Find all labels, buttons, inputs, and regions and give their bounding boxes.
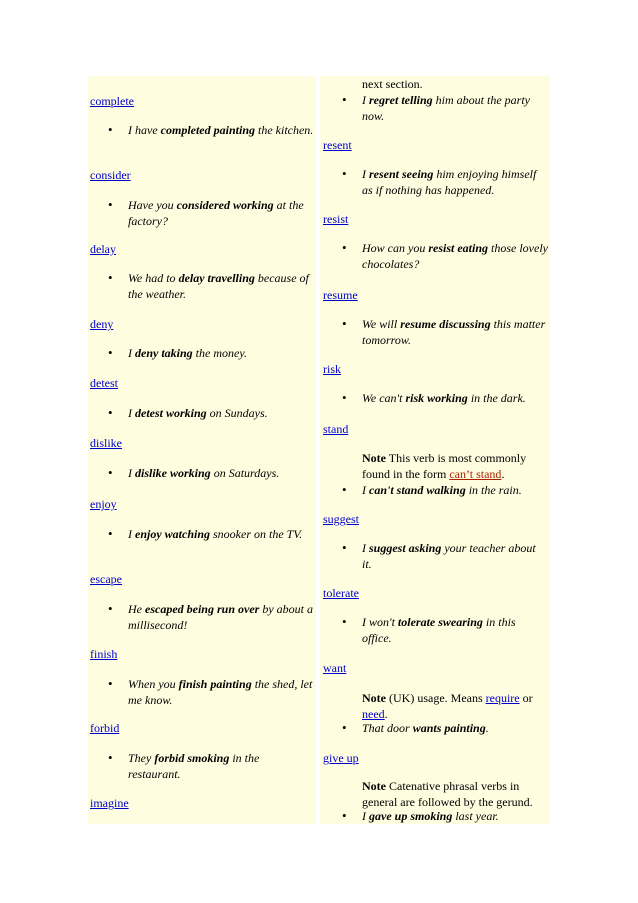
example-verb: suggest asking <box>369 541 442 555</box>
example-item <box>342 482 548 498</box>
bullet-icon: • <box>108 122 113 137</box>
example-text: by about a millisecond! <box>128 602 313 632</box>
bullet-icon: • <box>108 526 113 541</box>
example-text: in the dark. <box>467 391 526 405</box>
example-verb: wants painting <box>412 721 486 735</box>
example-text: I <box>128 346 135 360</box>
example-verb: risk working <box>405 391 468 405</box>
term-link[interactable]: imagine <box>90 796 129 810</box>
left-column <box>88 76 316 824</box>
require-link[interactable]: require <box>485 691 520 705</box>
example-item <box>108 345 314 361</box>
example-text: in this office. <box>362 615 516 645</box>
example-text: your teacher about it. <box>362 541 536 571</box>
example-item <box>342 240 548 272</box>
cant-stand-link[interactable]: can’t stand <box>449 467 502 481</box>
example-item <box>342 390 548 406</box>
example-item <box>342 92 548 124</box>
bullet-icon: • <box>342 808 347 823</box>
example-verb: can't stand walking <box>369 483 466 497</box>
example-text: I <box>362 167 369 181</box>
note-label: Note <box>362 451 386 465</box>
term-link[interactable]: dislike <box>90 436 122 450</box>
term-link[interactable]: delay <box>90 242 116 256</box>
example-verb: deny taking <box>135 346 193 360</box>
example-text: the money. <box>192 346 247 360</box>
bullet-icon: • <box>108 465 113 480</box>
example-text: this matter tomorrow. <box>362 317 546 347</box>
example-text: I <box>128 466 135 480</box>
example-item <box>342 720 548 736</box>
term-link[interactable]: complete <box>90 94 134 108</box>
example-verb: resist eating <box>428 241 488 255</box>
example-text: That door <box>362 721 413 735</box>
example-text: I <box>362 483 369 497</box>
example-text: . <box>485 721 489 735</box>
example-item <box>342 166 548 198</box>
example-text: him about the party now. <box>362 93 530 123</box>
term-link[interactable]: stand <box>323 422 349 436</box>
bullet-icon: • <box>108 750 113 765</box>
example-verb: detest working <box>135 406 207 420</box>
example-item <box>342 316 548 348</box>
example-item <box>108 676 314 708</box>
term-link[interactable]: finish <box>90 647 118 661</box>
example-text: I <box>362 541 369 555</box>
example-item <box>108 270 314 302</box>
term-link[interactable]: detest <box>90 376 118 390</box>
example-text: He <box>128 602 145 616</box>
bullet-icon: • <box>108 405 113 420</box>
example-text: on Saturdays. <box>210 466 280 480</box>
term-link[interactable]: consider <box>90 168 131 182</box>
example-item <box>108 122 314 138</box>
continuation-text <box>362 76 548 92</box>
bullet-icon: • <box>342 614 347 629</box>
note-text: . <box>501 467 505 481</box>
term-link[interactable]: deny <box>90 317 114 331</box>
example-text: because of the weather. <box>128 271 309 301</box>
term-link[interactable]: suggest <box>323 512 359 526</box>
note-text: . <box>384 707 388 721</box>
term-link[interactable]: forbid <box>90 721 120 735</box>
example-text: him enjoying himself as if nothing has happened. <box>362 167 537 197</box>
example-verb: completed painting <box>160 123 255 137</box>
example-text: in the restaurant. <box>128 751 260 781</box>
term-link[interactable]: tolerate <box>323 586 359 600</box>
example-text: They <box>128 751 155 765</box>
bullet-icon: • <box>342 482 347 497</box>
example-verb: delay travelling <box>178 271 255 285</box>
need-link[interactable]: need <box>362 707 385 721</box>
example-item <box>108 601 314 633</box>
example-text: snooker on the TV. <box>210 527 303 541</box>
example-text: I won't <box>362 615 398 629</box>
term-link[interactable]: escape <box>90 572 122 586</box>
example-verb: forbid smoking <box>154 751 230 765</box>
term-link[interactable]: resume <box>323 288 358 302</box>
bullet-icon: • <box>342 166 347 181</box>
term-link[interactable]: resent <box>323 138 352 152</box>
example-verb: tolerate swearing <box>397 615 483 629</box>
note-text: Catenative phrasal verbs in general are followed by the gerund. <box>362 779 533 809</box>
example-item <box>108 197 314 229</box>
example-item <box>108 750 314 782</box>
example-verb: regret telling <box>369 93 433 107</box>
example-verb: dislike working <box>135 466 211 480</box>
example-text: Have you <box>128 198 177 212</box>
want-note <box>362 690 548 722</box>
bullet-icon: • <box>342 316 347 331</box>
example-text: When you <box>128 677 179 691</box>
example-item <box>342 614 548 646</box>
example-text: We had to <box>128 271 179 285</box>
example-item <box>342 808 548 824</box>
give-up-note <box>362 778 548 810</box>
example-text: at the factory? <box>128 198 304 228</box>
example-text: I <box>128 527 135 541</box>
example-text: I <box>362 809 369 823</box>
bullet-icon: • <box>108 345 113 360</box>
note-text: or <box>519 691 533 705</box>
right-column <box>320 76 550 824</box>
bullet-icon: • <box>108 601 113 616</box>
example-verb: resent seeing <box>369 167 434 181</box>
bullet-icon: • <box>108 676 113 691</box>
example-verb: enjoy watching <box>135 527 211 541</box>
note-label: Note <box>362 779 386 793</box>
example-text: We can't <box>362 391 406 405</box>
example-item <box>108 405 314 421</box>
example-text: last year. <box>452 809 499 823</box>
bullet-icon: • <box>342 540 347 555</box>
example-text: How can you <box>362 241 429 255</box>
bullet-icon: • <box>108 197 113 212</box>
example-verb: considered working <box>176 198 274 212</box>
example-text: I have <box>128 123 161 137</box>
example-verb: resume discussing <box>400 317 491 331</box>
bullet-icon: • <box>342 390 347 405</box>
example-item <box>342 540 548 572</box>
note-text: (UK) usage. Means <box>386 691 486 705</box>
example-text: I <box>362 93 369 107</box>
example-verb: finish painting <box>178 677 252 691</box>
note-label: Note <box>362 691 386 705</box>
example-item <box>108 526 314 542</box>
example-text: in the rain. <box>465 483 522 497</box>
stand-note <box>362 450 548 482</box>
bullet-icon: • <box>342 720 347 735</box>
example-text: those lovely chocolates? <box>362 241 548 271</box>
example-item <box>108 465 314 481</box>
example-verb: gave up smoking <box>369 809 453 823</box>
example-verb: escaped being run over <box>145 602 260 616</box>
term-link[interactable]: give up <box>323 751 359 765</box>
example-text: I <box>128 406 135 420</box>
example-text: on Sundays. <box>206 406 268 420</box>
term-link[interactable]: enjoy <box>90 497 117 511</box>
note-text: next section. <box>362 77 423 91</box>
example-text: the kitchen. <box>255 123 314 137</box>
bullet-icon: • <box>342 240 347 255</box>
term-link[interactable]: resist <box>323 212 349 226</box>
bullet-icon: • <box>108 270 113 285</box>
bullet-icon: • <box>342 92 347 107</box>
term-link[interactable]: want <box>323 661 347 675</box>
note-text: This verb is most commonly found in the form <box>362 451 527 481</box>
term-link[interactable]: risk <box>323 362 341 376</box>
example-text: We will <box>362 317 401 331</box>
example-text: the shed, let me know. <box>128 677 313 707</box>
